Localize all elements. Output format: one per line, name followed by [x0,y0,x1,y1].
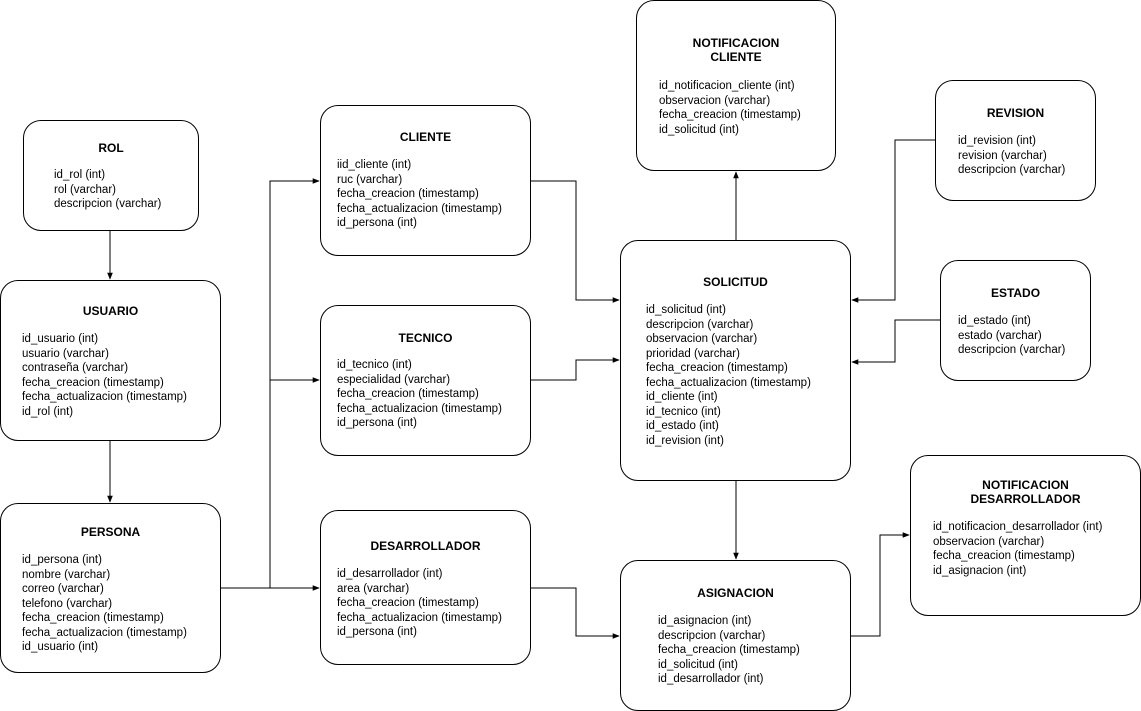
field: rol (varchar) [54,183,116,196]
field: id_persona (int) [337,417,417,429]
field: fecha_creacion (timestamp) [659,109,801,121]
field: fecha_creacion (timestamp) [337,597,479,609]
field-list [337,158,502,231]
field: id_asignacion (int) [933,564,1027,577]
entity-title: USUARIO [82,304,139,318]
field-list [646,303,811,448]
field: nombre (varchar) [22,568,111,581]
field-list [958,314,1065,358]
entity-title: SOLICITUD [703,275,768,289]
field-list [22,332,187,419]
field: id_persona (int) [337,626,417,638]
entity-estado[interactable] [940,260,1091,381]
field: ruc (varchar) [337,173,403,186]
field: descripcion (varchar) [958,344,1066,356]
field: id_notificacion_cliente (int) [659,80,795,92]
entity-tecnico[interactable] [320,305,531,456]
edge-revision-solicitud [852,140,935,300]
entity-title: PERSONA [80,525,141,539]
entity-title: ASIGNACION [697,586,774,600]
field-list [22,553,187,655]
field: id_solicitud (int) [659,123,739,136]
field: descripcion (varchar) [658,629,766,642]
field: especialidad (varchar) [337,373,451,386]
entity-desarrollador[interactable] [320,510,531,665]
field: fecha_creacion (timestamp) [646,362,788,374]
field: id_usuario (int) [22,641,99,653]
field: revision (varchar) [958,149,1047,162]
field: id_solicitud (int) [658,658,738,671]
field: descripcion (varchar) [54,198,162,210]
field: area (varchar) [337,582,410,595]
field: fecha_creacion (timestamp) [337,188,479,200]
field: id_solicitud (int) [646,304,726,316]
entity-asignacion[interactable] [620,560,851,711]
field: fecha_actualizacion (timestamp) [22,626,187,639]
field: id_estado (int) [958,315,1031,327]
entity-title: ROL [98,141,124,155]
entity-solicitud[interactable] [620,240,851,481]
field: id_revision (int) [646,434,724,447]
field-list [659,79,801,137]
entity-cliente[interactable] [320,105,531,256]
field: fecha_creacion (timestamp) [22,612,164,624]
field: id_revision (int) [958,135,1036,147]
field: id_notificacion_desarrollador (int) [933,521,1103,533]
entity-notificacion-cliente[interactable] [636,0,836,171]
edge-desarrollador-asignacion [531,588,619,636]
field: id_desarrollador (int) [658,673,764,685]
field: fecha_actualizacion (timestamp) [337,402,502,415]
entity-persona[interactable] [0,503,221,673]
field: fecha_actualizacion (timestamp) [22,391,187,403]
field: fecha_actualizacion (timestamp) [646,376,811,389]
field-list [958,134,1065,178]
field: fecha_creacion (timestamp) [337,388,479,400]
entity-title: DESARROLLADOR [370,539,481,553]
entity-title: CLIENTE [399,130,452,144]
entity-title: NOTIFICACION CLIENTE [692,36,780,64]
field: id_rol (int) [54,169,106,181]
field: id_cliente (int) [646,391,718,403]
field: descripcion (varchar) [958,164,1066,176]
field: fecha_creacion (timestamp) [933,550,1075,562]
entity-rol[interactable] [23,120,199,231]
field: observacion (varchar) [933,535,1045,548]
field: id_asignacion (int) [658,615,752,627]
edge-tecnico-solicitud [531,360,619,380]
field: telefono (varchar) [22,597,113,610]
field: id_persona (int) [22,554,102,566]
field: fecha_creacion (timestamp) [658,644,800,656]
field: id_tecnico (int) [337,359,412,371]
field: id_desarrollador (int) [337,568,443,580]
field: fecha_actualizacion (timestamp) [337,202,502,215]
field: estado (varchar) [958,329,1042,342]
entity-revision[interactable] [935,80,1096,201]
entity-title: REVISION [986,106,1045,120]
field: fecha_creacion (timestamp) [22,376,164,389]
field: id_usuario (int) [22,333,99,345]
field: id_estado (int) [646,420,719,432]
field-list [933,520,1102,578]
entity-notificacion-desarrollador[interactable] [910,455,1141,616]
field: fecha_actualizacion (timestamp) [337,611,502,624]
field: contraseña (varchar) [22,362,129,374]
entity-title: TECNICO [398,331,453,345]
field-list [658,614,800,687]
entity-title: NOTIFICACION DESARROLLADOR [970,478,1081,506]
field-list [54,168,161,212]
field: id_tecnico (int) [646,405,721,418]
field: usuario (varchar) [22,347,109,360]
field: prioridad (varchar) [646,347,740,360]
edge-asignacion-notificacion-desarrollador [851,535,909,636]
field-list [337,358,502,431]
edge-estado-solicitud [852,320,940,362]
entity-usuario[interactable] [0,280,221,441]
field-list [337,567,502,640]
edge-cliente-solicitud [531,181,619,300]
field: observacion (varchar) [659,94,771,107]
entity-title: ESTADO [990,286,1041,300]
field: descripcion (varchar) [646,318,754,331]
field: id_persona (int) [337,217,417,229]
field: observacion (varchar) [646,333,758,345]
field: iid_cliente (int) [337,159,412,171]
field: correo (varchar) [22,583,104,595]
field: id_rol (int) [22,405,74,418]
edge-persona-cliente [220,181,319,588]
